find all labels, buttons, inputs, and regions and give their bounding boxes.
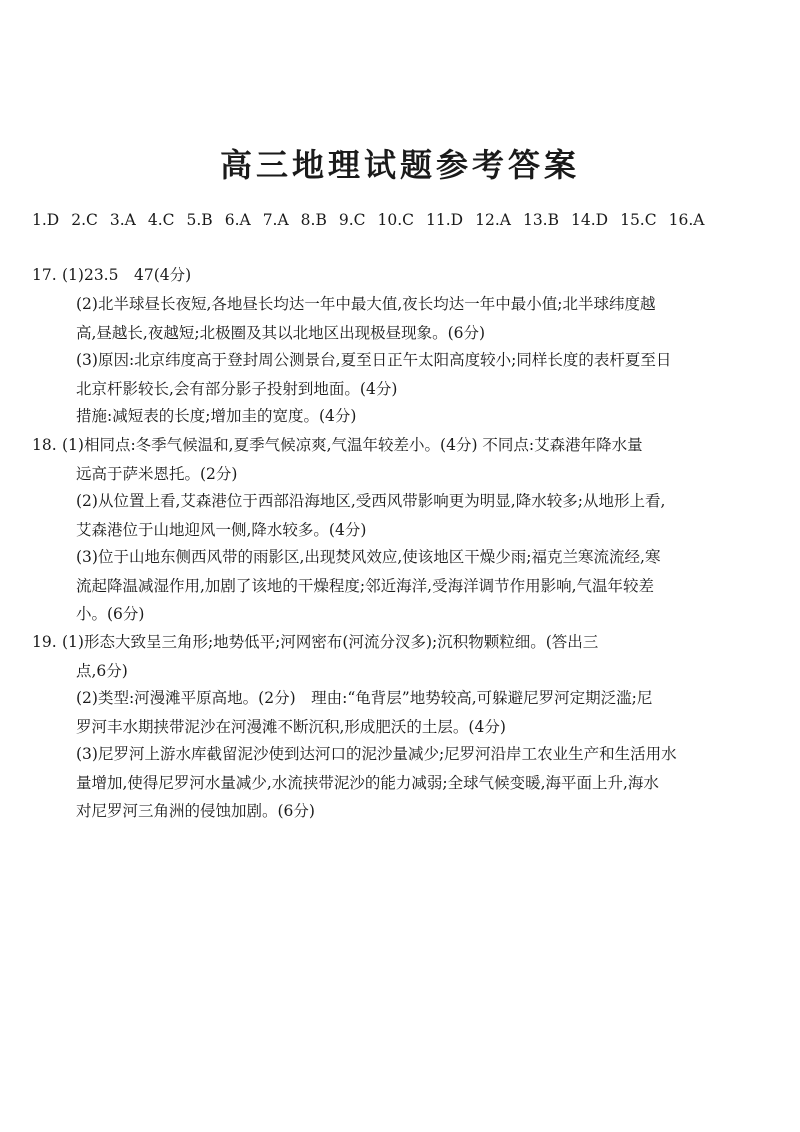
- mc-answer: 7.A: [262, 211, 289, 229]
- q17-number: 17.: [32, 266, 57, 284]
- text-line: (2)类型:河漫滩平原高地。(2分) 理由:“龟背层”地势较高,可躲避尼罗河定期泛滥;尼: [76, 689, 653, 707]
- q18-part2: [76, 487, 748, 544]
- text-line: (3)位于山地东侧西风带的雨影区,出现焚风效应,使该地区干燥少雨;福克兰寒流流经,寒: [76, 548, 661, 566]
- mc-answer: 12.A: [475, 211, 511, 229]
- text-line: 北京杆影较长,会有部分影子投射到地面。(4分): [76, 379, 398, 398]
- text-line: 流起降温减湿作用,加剧了该地的干燥程度;邻近海洋,受海洋调节作用影响,气温年较差: [76, 576, 655, 595]
- text-line: (2)从位置上看,艾森港位于西部沿海地区,受西风带影响更为明显,降水较多;从地形上看,: [76, 492, 666, 510]
- q19-part2: [76, 684, 748, 741]
- mc-answer: 13.B: [522, 211, 559, 229]
- mc-answer: 2.C: [71, 211, 98, 229]
- q17-part1: (1)23.5 47(4分): [62, 266, 192, 284]
- text-line: 艾森港位于山地迎风一侧,降水较多。(4分): [76, 520, 367, 539]
- q18-part1: [62, 431, 734, 488]
- q17-measures: 措施:减短表的长度;增加圭的宽度。(4分): [76, 407, 357, 425]
- text-line: 点,6分): [76, 661, 128, 680]
- mc-answer: 1.D: [32, 211, 60, 229]
- mc-answer: 15.C: [620, 211, 657, 229]
- q19-number: 19.: [32, 633, 57, 651]
- text-line: 对尼罗河三角洲的侵蚀加剧。(6分): [76, 802, 315, 820]
- mc-answer: 5.B: [186, 211, 213, 229]
- q18-part3: [76, 543, 748, 629]
- multiple-choice-answers: [32, 206, 772, 234]
- text-line: (3)尼罗河上游水库截留泥沙使到达河口的泥沙量减少;尼罗河沿岸工农业生产和生活用水: [76, 745, 677, 763]
- text-line: 罗河丰水期挟带泥沙在河漫滩不断沉积,形成肥沃的土层。(4分): [76, 717, 506, 736]
- q17-part2: [76, 290, 748, 347]
- text-line: (2)北半球昼长夜短,各地昼长均达一年中最大值,夜长均达一年中最小值;北半球纬度越: [76, 295, 656, 313]
- mc-answer: 3.A: [109, 211, 136, 229]
- text-line: 小。(6分): [76, 605, 145, 623]
- mc-answer: 11.D: [426, 211, 464, 229]
- mc-answer: 8.B: [300, 211, 327, 229]
- page-title: 高三地理试题参考答案: [219, 146, 580, 184]
- text-line: 高,昼越长,夜越短;北极圈及其以北地区出现极昼现象。(6分): [76, 323, 486, 342]
- mc-answer: 4.C: [147, 211, 175, 229]
- mc-answer: 14.D: [571, 211, 609, 229]
- mc-answer: 10.C: [377, 211, 415, 229]
- text-line: (1)相同点:冬季气候温和,夏季气候凉爽,气温年较差小。(4分) 不同点:艾森港年降水量: [62, 436, 643, 454]
- mc-answer: 9.C: [338, 211, 366, 229]
- q17-part3: [76, 346, 748, 403]
- text-line: (1)形态大致呈三角形;地势低平;河网密布(河流分汊多);沉积物颗粒细。(答出三: [62, 633, 599, 651]
- mc-answer: 16.A: [668, 211, 705, 229]
- text-line: (3)原因:北京纬度高于登封周公测景台,夏至日正午太阳高度较小;同样长度的表杆夏至日: [76, 351, 672, 369]
- text-line: 量增加,使得尼罗河水量减少,水流挟带泥沙的能力减弱;全球气候变暖,海平面上升,海水: [76, 773, 659, 792]
- q18-number: 18.: [32, 436, 57, 454]
- mc-answer: 6.A: [224, 211, 251, 229]
- q19-part1: [62, 628, 734, 685]
- text-line: 远高于萨米恩托。(2分): [76, 464, 238, 483]
- q19-part3: [76, 740, 748, 826]
